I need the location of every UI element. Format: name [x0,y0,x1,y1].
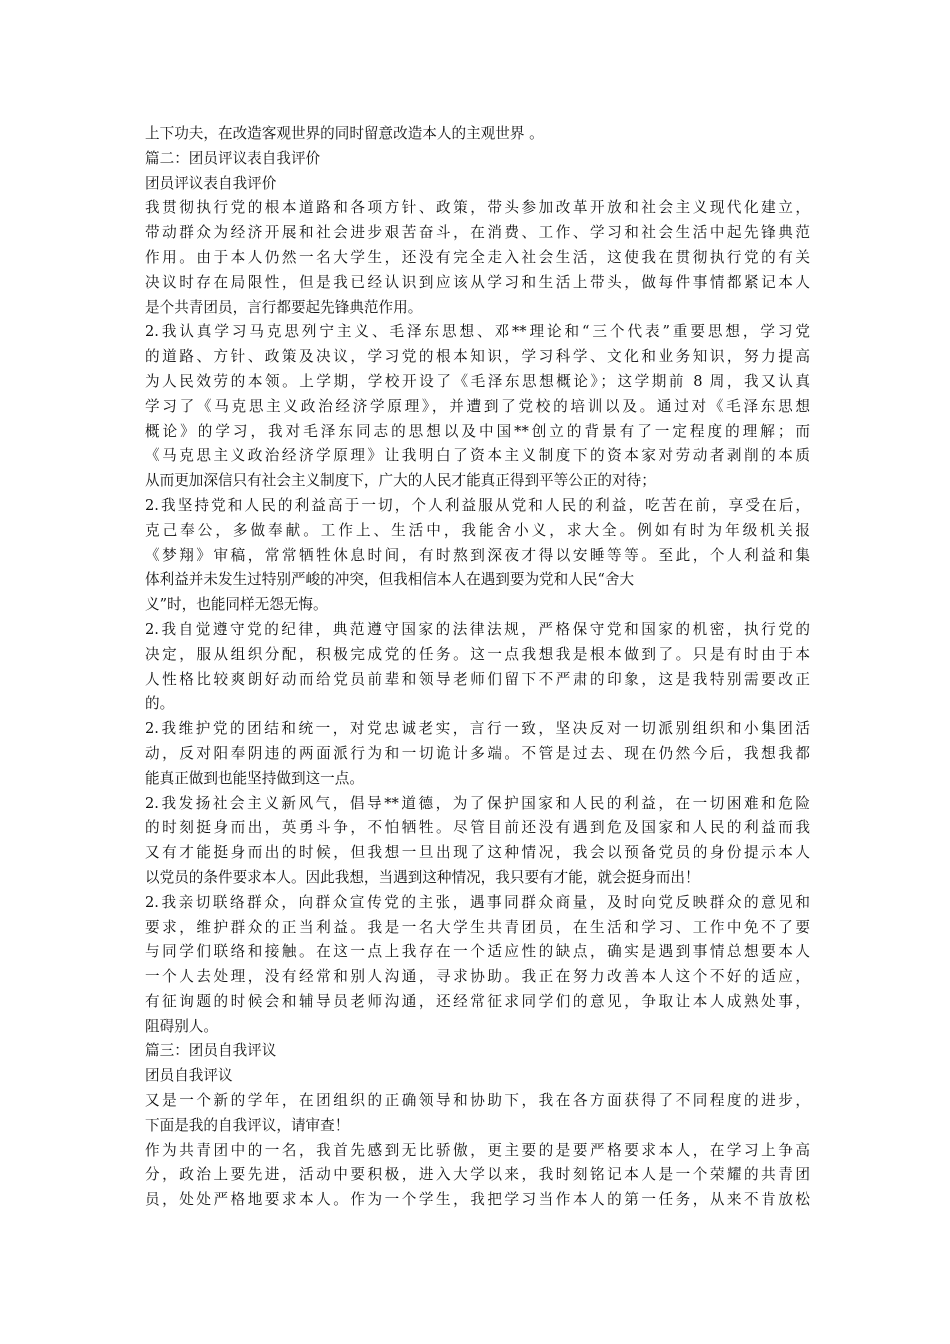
text-line: 篇三：团员自我评议 [145,1042,277,1060]
text-line: 有征询题的时候会和辅导员老师沟通，还经常征求同学们的意见，争取让本人成熟处事， [145,992,810,1010]
text-line: 员，处处严格地要求本人。作为一个学生，我把学习当作本人的第一任务，从来不肯放松 [145,1191,810,1209]
text-line: 又有才能挺身而出的时候，但我想一旦出现了这种情况，我会以预备党员的身份提示本人 [145,844,810,862]
text-line: 能真正做到也能坚持做到这一点。 [145,769,364,787]
text-line: 以党员的条件要求本人。因此我想，当遇到这种情况，我只要有才能，就会挺身而出！ [145,868,700,886]
text-line: 下面是我的自我评议，请审查！ [145,1116,350,1134]
text-line: 2.我坚持党和人民的利益高于一切，个人利益服从党和人民的利益，吃苦在前，享受在后， [145,496,810,514]
text-line: 篇二：团员评议表自我评价 [145,149,321,167]
text-line: 从而更加深信只有社会主义制度下，广大的人民才能真正得到平等公正的对待； [145,472,656,490]
text-line: 作用。由于本人仍然一名大学生，还没有完全走入社会生活，这使我在贯彻执行党的有关 [145,248,810,266]
text-line: 决定，服从组织分配，积极完成党的任务。这一点我想我是根本做到了。只是有时由于本 [145,645,810,663]
text-line: 分，政治上要先进，活动中要积极，进入大学以来，我时刻铭记本人是一个荣耀的共青团 [145,1166,810,1184]
text-line: 《马克思主义政治经济学原理》让我明白了资本主义制度下的资本家对劳动者剥削的本质 [145,447,810,465]
text-line: 概论》的学习，我对毛泽东同志的思想以及中国**创立的背景有了一定程度的理解；而 [145,422,810,440]
document-body [145,122,810,1213]
text-line: 与同学们联络和接触。在这一点上我存在一个适应性的缺点，确实是遇到事情总想要本人 [145,943,810,961]
text-line: 是个共青团员，言行都要起先锋典范作用。 [145,298,423,316]
text-line: 的。 [145,695,175,713]
text-line: 决议时存在局限性，但是我已经认识到应该从学习和生活上带头，做每件事情都紧记本人 [145,273,810,291]
text-line: 2.我自觉遵守党的纪律，典范遵守国家的法律法规，严格保守党和国家的机密，执行党的 [145,620,810,638]
text-line: 团员自我评议 [145,1067,233,1085]
text-line: 要求，维护群众的正当利益。我是一名大学生共青团员，在生活和学习、工作中免不了要 [145,918,810,936]
text-line: 克己奉公，多做奉献。工作上、生活中，我能舍小义，求大全。例如有时为年级机关报 [145,521,810,539]
text-line: 体利益并未发生过特别严峻的冲突，但我相信本人在遇到要为党和人民“舍大 [145,571,635,589]
text-line: 的道路、方针、政策及决议，学习党的根本知识，学习科学、文化和业务知识，努力提高 [145,348,810,366]
text-line: 阻碍别人。 [145,1017,218,1035]
text-line: 又是一个新的学年，在团组织的正确领导和协助下，我在各方面获得了不同程度的进步， [145,1092,810,1110]
text-line: 上下功夫，在改造客观世界的同时留意改造本人的主观世界 。 [145,125,544,142]
text-line: 义”时，也能同样无怨无悔。 [145,596,328,614]
text-line: 作为共青团中的一名，我首先感到无比骄傲，更主要的是要严格要求本人，在学习上争高 [145,1141,810,1159]
text-line: 动，反对阳奉阴违的两面派行为和一切诡计多端。不管是过去、现在仍然今后，我想我都 [145,744,810,762]
text-line: 人性格比较爽朗好动而给党员前辈和领导老师们留下不严肃的印象，这是我特别需要改正 [145,670,810,688]
text-line: 为人民效劳的本领。上学期，学校开设了《毛泽东思想概论》；这学期前 8 周，我又认真 [145,372,810,390]
text-line: 2.我维护党的团结和统一，对党忠诚老实，言行一致，坚决反对一切派别组织和小集团活 [145,720,810,738]
text-line: 《梦翔》审稿，常常牺牲休息时间，有时熬到深夜才得以安睡等等。至此，个人利益和集 [145,546,810,564]
text-line: 我贯彻执行党的根本道路和各项方针、政策，带头参加改革开放和社会主义现代化建立， [145,199,810,217]
text-line: 2.我发扬社会主义新风气，倡导**道德，为了保护国家和人民的利益，在一切困难和危险 [145,794,810,812]
text-line: 的时刻挺身而出，英勇斗争，不怕牺牲。尽管目前还没有遇到危及国家和人民的利益而我 [145,819,810,837]
text-line: 学习了《马克思主义政治经济学原理》，并遭到了党校的培训以及。通过对《毛泽东思想 [145,397,810,415]
text-line: 2.我认真学习马克思列宁主义、毛泽东思想、邓**理论和“三个代表”重要思想，学习党 [145,323,810,341]
text-line: 2.我亲切联络群众，向群众宣传党的主张，遇事同群众商量，及时向党反映群众的意见和 [145,893,810,911]
text-line: 一个人去处理，没有经常和别人沟通，寻求协助。我正在努力改善本人这个不好的适应， [145,968,810,986]
text-line: 带动群众为经济开展和社会进步艰苦奋斗，在消费、工作、学习和社会生活中起先锋典范 [145,224,810,242]
text-line: 团员评议表自我评价 [145,174,277,192]
